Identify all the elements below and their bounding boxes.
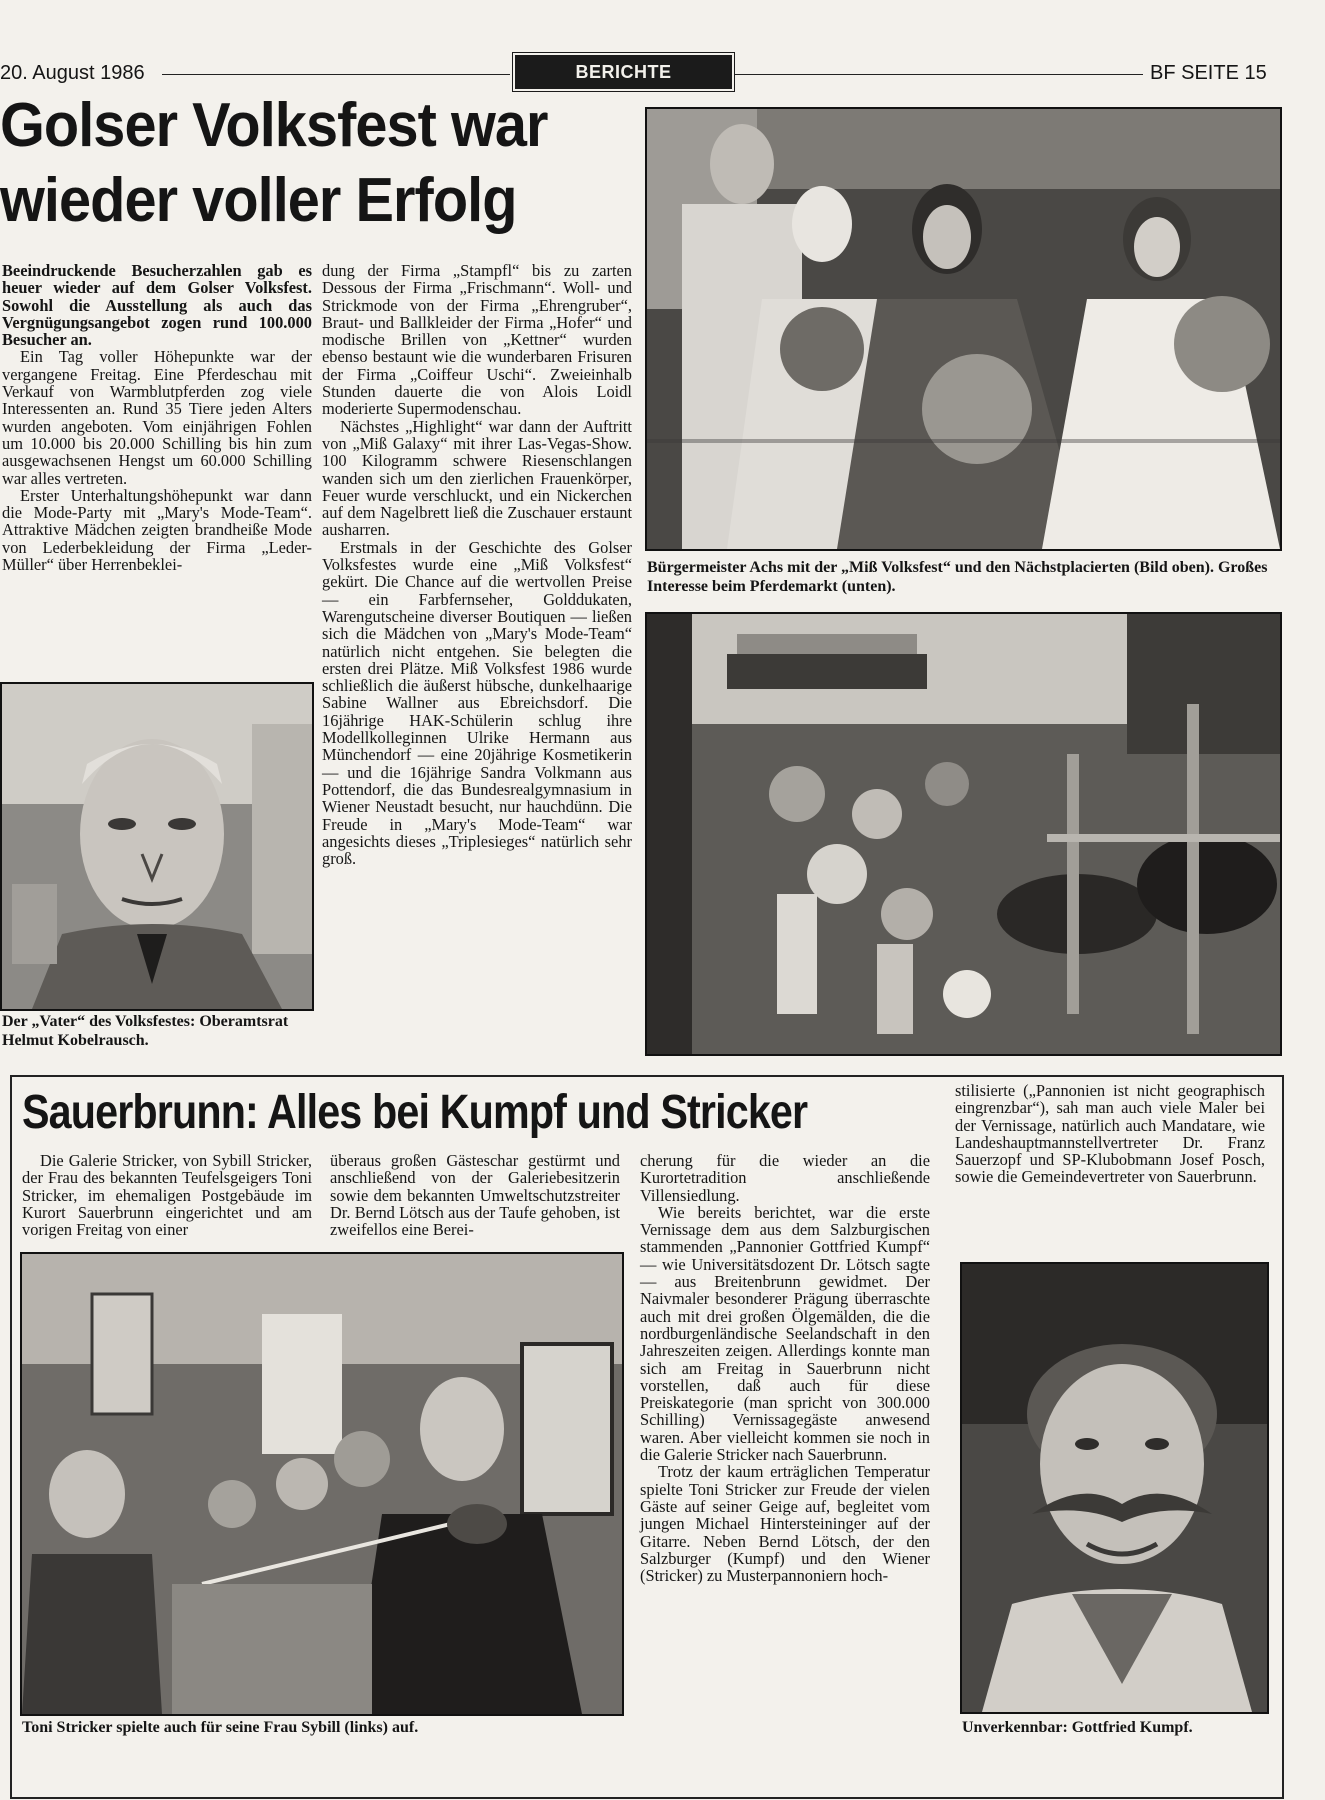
portrait-photo-kobelrausch — [0, 682, 314, 1011]
article2-paragraph: Trotz der kaum erträglichen Temperatur spielte Toni Stricker zur Freude der vielen Gäste auf seiner Geige auf, begleitet vom jungen Michael Hintersteininger auf der Gitarre. Neben Bernd Lötsch, der den Salzburger (Kumpf) und den Wiener (Stricker) zu Musterpannoniern hoch- — [640, 1462, 930, 1586]
article2-paragraph: Die Galerie Stricker, von Sybill Stricker, der Frau des bekannten Teufelsgeigers Toni Stricker, im ehemaligen Postgebäude im Kurort Sauerbrunn eingerichtet und am vorigen Freitag von einer — [22, 1151, 312, 1240]
article1-column-1 — [2, 262, 312, 573]
article1-paragraph: dung der Firma „Stampfl“ bis zu zarten Dessous der Firma „Frischmann“. Woll- und Strickmode von der Firma „Ehrengruber“, Braut- und Ballkleider der Firma „Hofer“ und modische Brillen von „Kettner“ wurden ebenso bestaunt wie die wunderbaren Frisuren der Firma „Coiffeur Uschi“. Zweieinhalb Stunden dauerte die von Alois Loidl moderierte Supermodenschau. — [322, 261, 632, 419]
caption-kumpf: Unverkennbar: Gottfried Kumpf. — [962, 1719, 1193, 1736]
article2-paragraph: cherung für die wieder an die Kurortetradition anschließende Villensiedlung. — [640, 1151, 930, 1205]
header-rule-left — [162, 74, 510, 75]
article2-column-2 — [330, 1152, 620, 1238]
article2-column-3 — [640, 1152, 930, 1584]
article1-headline-line2: wieder voller Erfolg — [0, 166, 517, 235]
photo-pferdemarkt — [645, 612, 1282, 1056]
caption-portrait: Der „Vater“ des Volksfestes: Oberamtsrat Helmut Kobelrausch. — [2, 1013, 289, 1049]
article2-paragraph: Wie bereits berichtet, war die erste Vernissage dem aus dem Salzburgischen stammenden „Pannonier Gottfried Kumpf“ — wie Universitätsdozent Dr. Lötsch sagte — aus Breitenbrunn gewidmet. Der Naivmaler besonderer Prägung überraschte auch mit drei großen Ölgemälden, die die nordburgenländische Seelandschaft in den Jahreszeiten zeigen. Allerdings konnte man sich am Freitag in Sauerbrunn nicht vorstellen, daß auch für diese Preiskategorie (man spricht von 300.000 Schilling) Vernissagegäste anwesend waren. Aber vielleicht kommen sie noch in die Galerie Stricker nach Sauerbrunn. — [640, 1202, 930, 1465]
header-rule-right — [735, 74, 1143, 75]
article2-column-4 — [955, 1082, 1265, 1186]
article1-headline-line1: Golser Volksfest war — [0, 91, 548, 160]
article1-column-2 — [322, 262, 632, 867]
article2-paragraph: überaus großen Gästeschar gestürmt und anschließend von der Galeriebesitzerin sowie dem bekannten Umweltschutzstreiter Dr. Bernd Lötsch aus der Taufe gehoben, ist zweifellos eine Berei- — [330, 1151, 620, 1240]
article2-paragraph: stilisierte („Pannonien ist nicht geographisch eingrenzbar“), sah man auch viele Maler bei der Vernissage, natürlich auch Mandatare, wie Landeshauptmannstellvertreter Dr. Franz Sauerzopf und SP-Klubobmann Josef Posch, sowie die Gemeindevertreter von Sauerbrunn. — [955, 1081, 1265, 1187]
article1-paragraph: Erstmals in der Geschichte des Golser Volksfestes wurde eine „Miß Volksfest“ gekürt. Die Chance auf die wertvollen Preise — ein Farbfernseher, Golddukaten, Warengutscheine diverser Boutiquen — ließen sich die Mädchen von „Mary's Mode-Team“ natürlich nicht entgehen. Sie belegten die ersten drei Plätze. Miß Volksfest 1986 wurde schließlich die äußerst hübsche, dunkelhaarige Sabine Wallner aus Ebreichsdorf. Die 16jährige HAK-Schülerin schlug ihre Modellkolleginnen Ulrike Hermann aus Münchendorf — eine 20jährige Kosmetikerin — und die 16jährige Sandra Volkmann aus Pottendorf, die das Bundesrealgymnasium in Wiener Neustadt besucht, nur hauchdünn. Die Freude in „Mary's Mode-Team“ war angesichts dieses „Triplesieges“ natürlich sehr groß. — [322, 537, 632, 869]
photo-miss-volksfest — [645, 107, 1282, 551]
article1-paragraph: Ein Tag voller Höhepunkte war der vergangene Freitag. Eine Pferdeschau mit Verkauf von Warmblutpferden zog viele Interessenten an. Rund 35 Tiere jeden Alters wurden angeboten. Vom einjährigen Fohlen um 10.000 bis 20.000 Schilling bis hin zum ausgewachsenen Hengst um 60.000 Schilling war alles vertreten. — [2, 347, 312, 488]
article1-paragraph: Erster Unterhaltungshöhepunkt war dann die Mode-Party mit „Mary's Mode-Team“. Attraktive Mädchen zeigten brandheiße Mode von Lederbekleidung der Firma „Leder-Müller“ über Herrenbeklei- — [2, 485, 312, 575]
article2-headline: Sauerbrunn: Alles bei Kumpf und Stricker — [22, 1086, 808, 1139]
section-badge: BERICHTE — [515, 55, 732, 89]
article1-lead: Beeindruckende Besucherzahlen gab es heuer wieder auf dem Golser Volksfest. Sowohl die Ausstellung als auch das Vergnügungsangebot zogen rund 100.000 Besucher an. — [2, 261, 312, 350]
issue-date: 20. August 1986 — [0, 62, 145, 84]
article2-column-1 — [22, 1152, 312, 1238]
article1-paragraph: Nächstes „Highlight“ war dann der Auftritt von „Miß Galaxy“ mit ihrer Las-Vegas-Show. 100 Kilogramm schwere Riesenschlangen wanden sich um den zierlichen Frauenkörper, Feuer wurde verschluckt, und ein Nickerchen auf dem Nagelbrett ließ die Zuschauer erstaunt ausharren. — [322, 416, 632, 540]
caption-photos: Bürgermeister Achs mit der „Miß Volksfest“ und den Nächstplacierten (Bild oben). Großes Interesse beim Pferdemarkt (unten). — [647, 559, 1268, 595]
page-number: BF SEITE 15 — [1150, 62, 1267, 84]
photo-gottfried-kumpf — [960, 1262, 1269, 1714]
caption-violin: Toni Stricker spielte auch für seine Frau Sybill (links) auf. — [22, 1719, 419, 1736]
photo-toni-stricker-violin — [20, 1252, 624, 1716]
